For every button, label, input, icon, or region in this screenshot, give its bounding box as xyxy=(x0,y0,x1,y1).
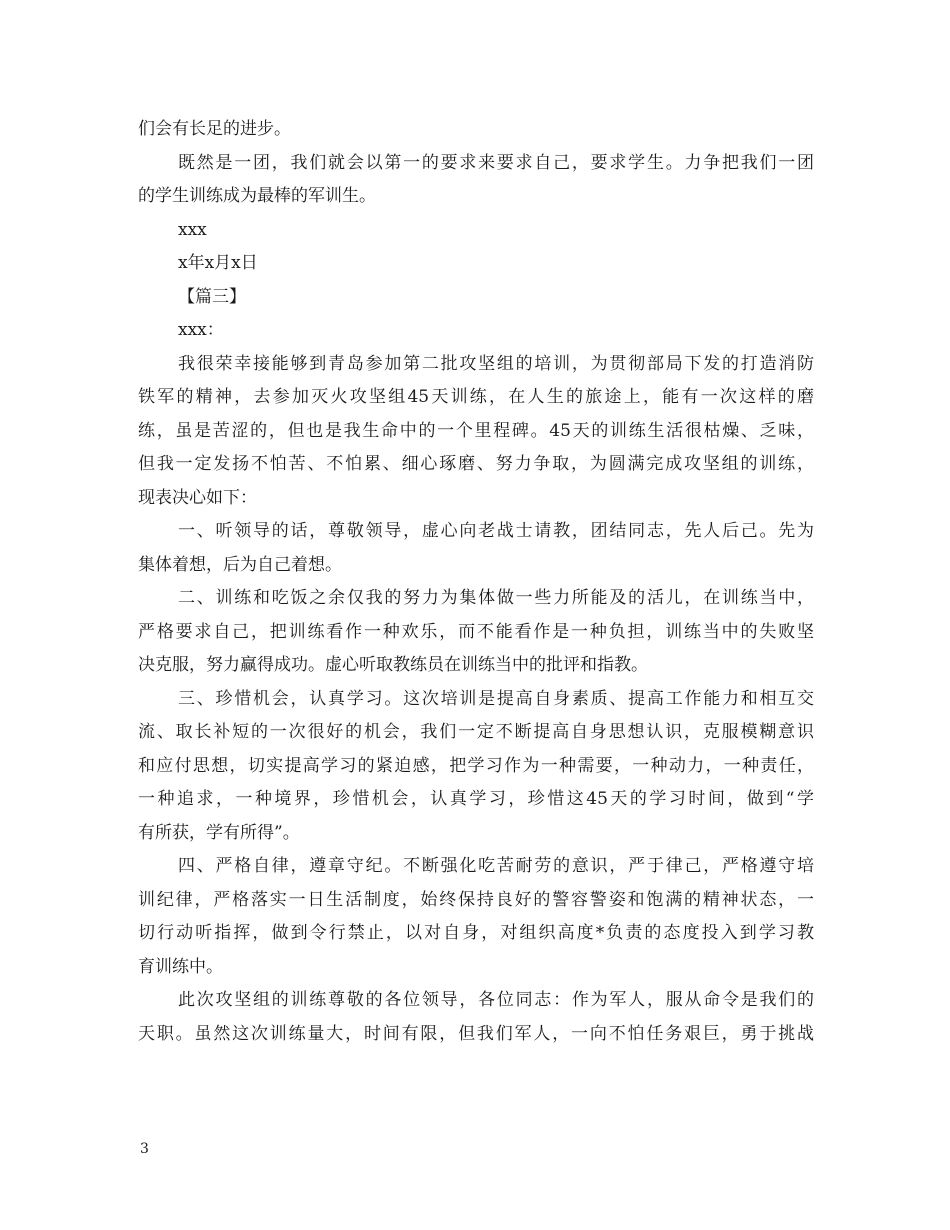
text-line: 天职。虽然这次训练量大，时间有限，但我们军人，一向不怕任务艰巨，勇于挑战 xyxy=(138,1023,814,1044)
text-line: 二、训练和吃饭之余仅我的努力为集体做一些力所能及的活儿，在训练当中， xyxy=(178,588,814,608)
text-line: xxx： xyxy=(178,320,224,340)
text-line: xxx xyxy=(178,219,207,240)
text-line: 严格要求自己，把训练看作一种欢乐，而不能看作是一种负担，训练当中的失败坚 xyxy=(138,621,814,642)
text-line: 育训练中。 xyxy=(138,956,223,977)
page-number: 3 xyxy=(140,1141,149,1157)
text-line: 此次攻坚组的训练尊敬的各位领导，各位同志：作为军人，服从命令是我们的 xyxy=(178,990,814,1010)
text-line: 集体着想，后为自己着想。 xyxy=(138,554,342,575)
text-line: 一种追求，一种境界，珍惜机会，认真学习，珍惜这45天的学习时间，做到“学 xyxy=(138,789,814,809)
text-line: 们会有长足的进步。 xyxy=(138,119,291,139)
text-line: x年x月x日 xyxy=(178,253,258,273)
text-line: 现表决心如下： xyxy=(138,487,257,508)
text-line: 我很荣幸接能够到青岛参加第二批攻坚组的培训，为贯彻部局下发的打造消防 xyxy=(178,353,814,374)
document-body xyxy=(138,113,814,1051)
text-line: 铁军的精神，去参加灭火攻坚组45天训练，在人生的旅途上，能有一次这样的磨 xyxy=(138,387,814,407)
text-line: 练，虽是苦涩的，但也是我生命中的一个里程碑。45天的训练生活很枯燥、乏味， xyxy=(138,420,814,441)
text-line: 流、取长补短的一次很好的机会，我们一定不断提高自身思想认识，克服模糊意识 xyxy=(138,722,814,742)
text-line: 有所获，学有所得”。 xyxy=(138,822,300,843)
text-line: 既然是一团，我们就会以第一的要求来要求自己，要求学生。力争把我们一团 xyxy=(178,152,814,173)
text-line: 和应付思想，切实提高学习的紧迫感，把学习作为一种需要，一种动力，一种责任， xyxy=(138,755,814,776)
text-line: 四、严格自律，遵章守纪。不断强化吃苦耐劳的意识，严于律己，严格遵守培 xyxy=(178,856,814,876)
text-line: 训纪律，严格落实一日生活制度，始终保持良好的警容警姿和饱满的精神状态，一 xyxy=(138,889,814,910)
text-line: 切行动听指挥，做到令行禁止，以对自身，对组织高度*负责的态度投入到学习教 xyxy=(138,923,814,943)
text-line: 【篇三】 xyxy=(178,286,246,307)
text-line: 一、听领导的话，尊敬领导，虚心向老战士请教，团结同志，先人后己。先为 xyxy=(178,521,814,541)
text-line: 的学生训练成为最棒的军训生。 xyxy=(138,186,376,206)
text-line: 决克服，努力赢得成功。虚心听取教练员在训练当中的批评和指教。 xyxy=(138,655,648,675)
text-line: 三、珍惜机会，认真学习。这次培训是提高自身素质、提高工作能力和相互交 xyxy=(178,688,814,709)
text-line: 但我一定发扬不怕苦、不怕累、细心琢磨、努力争取，为圆满完成攻坚组的训练， xyxy=(138,454,814,474)
